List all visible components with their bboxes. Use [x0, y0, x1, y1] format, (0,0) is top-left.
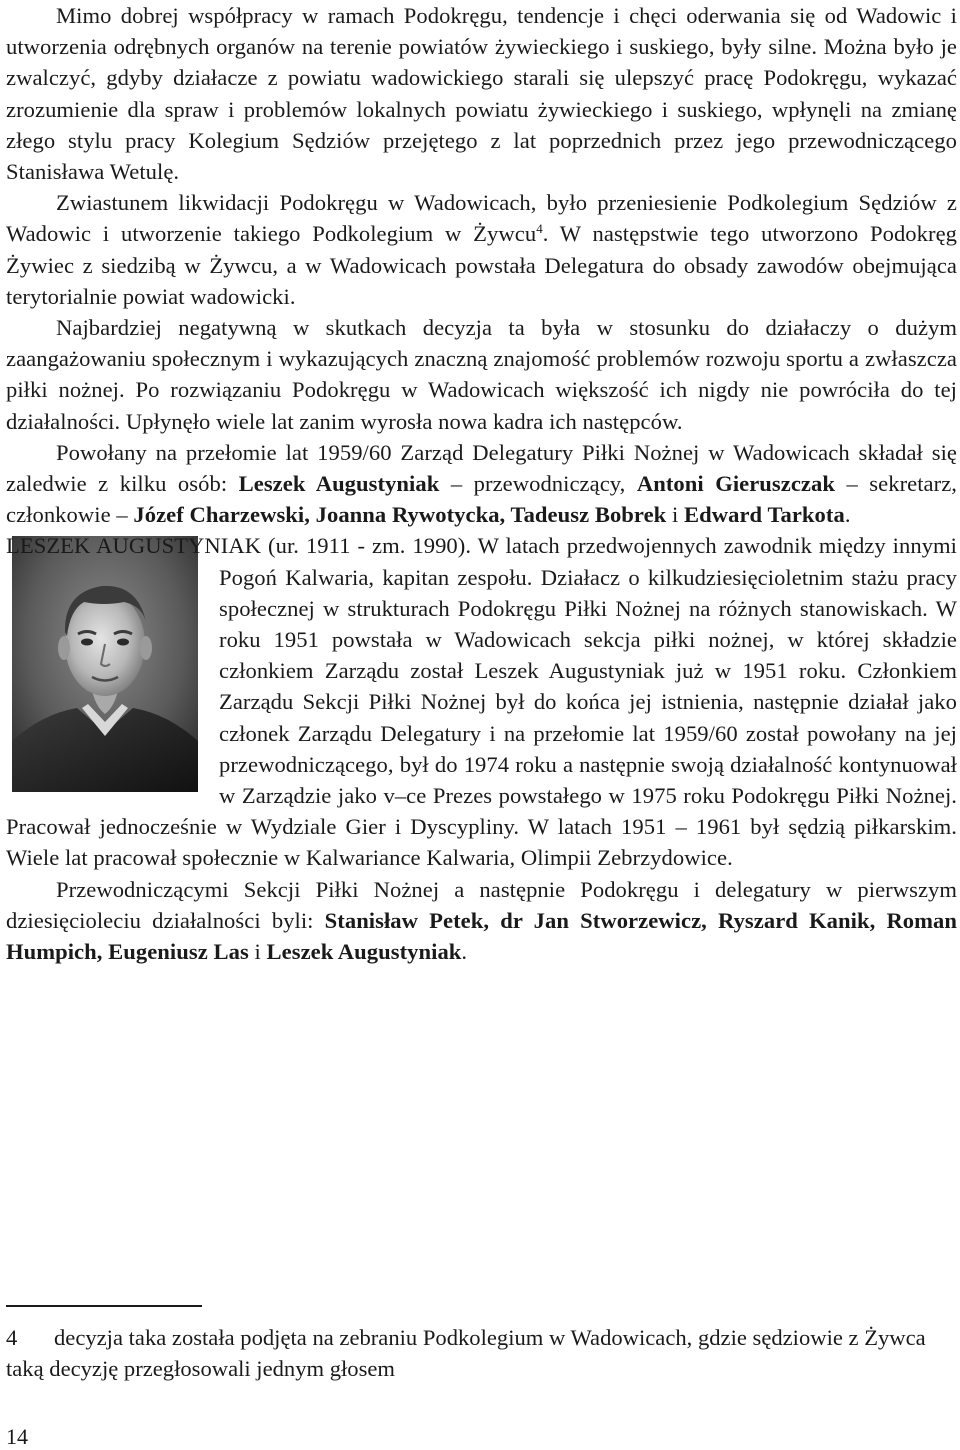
biography-paragraph: [6, 530, 957, 873]
paragraph-6: [6, 874, 957, 968]
paragraph-6-text-c: .: [461, 939, 468, 965]
footnote-reference[interactable]: 4: [536, 221, 543, 237]
paragraph-1-text: Mimo dobrej współpracy w ramach Podokręgu, tendencje i chęci oderwania się od Wadowic i utworzenia odrębnych organów na terenie powiatów żywieckiego i suskiego, były silne. Można było je zwalczyć, gdyby działacze z powiatu wadowickiego starali się ulepszyć pracę Podokręgu, wykazać zrozumienie dla spraw i problemów lokalnych powiatu żywieckiego i suskiego, wpłynęli na zmianę złego stylu pracy Kolegium Sędziów przejętego z lat poprzednich przez jego przewodniczącego Stanisława Wetulę.: [6, 3, 957, 185]
paragraph-4-text-c: – sekretarz, członkowie –: [6, 471, 957, 528]
paragraph-6-text-a: Przewodniczącymi Sekcji Piłki Nożnej a następnie Podokręgu i delegatury w pierwszym dziesięcioleciu działalności byli:: [6, 876, 957, 933]
person-names: Stanisław Petek, dr Jan Stworzewicz, Ryszard Kanik, Roman Humpich, Eugeniusz Las: [6, 907, 957, 965]
paragraph-4-text-b: – przewodniczący,: [439, 471, 637, 497]
biography-text: W latach przedwojennych zawodnik między innymi Pogoń Kalwaria, kapitan zespołu. Działacz o kilkudziesięcioletnim stażu pracy społecznej w strukturach Podokręgu Piłki Nożnej na różnych stanowiskach. W roku 1951 powstała w Wadowicach sekcja piłki nożnej, w której składzie członkiem Zarządu został Leszek Augustyniak już w 1951 roku. Członkiem Zarządu Sekcji Piłki Nożnej był do końca jej istnienia, następnie działał jako członek Zarządu Delegatury i na przełomie lat 1959/60 został powołany na jej przewodniczącego, był do 1974 roku a następnie swoją działalność kontynuował w Zarządzie jako v–ce Prezes powstałego w 1975 roku Podokręgu Piłki Nożnej. Pracował jednocześnie w Wydziale Gier i Dyscypliny. W latach 1951 – 1961 był sędzią piłkarskim. Wiele lat pracował społecznie w Kalwariance Kalwaria, Olimpii Zebrzydowice.: [6, 533, 957, 871]
paragraph-3-text: Najbardziej negatywną w skutkach decyzja ta była w stosunku do działaczy o dużym zaangażowaniu społecznym i wykazujących znaczną znajomość problemów rozwoju sportu a zwłaszcza piłki nożnej. Po rozwiązaniu Podokręgu w Wadowicach większość ich nigdy nie powróciła do tej działalności. Upłynęło wiele lat zanim wyrosła nowa kadra ich następców.: [6, 315, 957, 434]
biography-name: LESZEK AUGUSTYNIAK: [6, 533, 262, 559]
paragraph-6-text-b: i: [248, 939, 267, 965]
page-number: 14: [6, 1424, 28, 1449]
person-name: Edward Tarkota: [684, 502, 845, 528]
footnote: [6, 1322, 957, 1384]
paragraph-1: [6, 0, 957, 187]
person-name: Antoni Gieruszczak: [636, 471, 835, 497]
person-name: Leszek Augustyniak: [238, 471, 440, 497]
page-body: [6, 0, 957, 967]
portrait-image: [12, 536, 198, 792]
paragraph-4: [6, 437, 957, 531]
portrait-photo: [8, 536, 211, 786]
paragraph-4-text-e: .: [844, 502, 851, 528]
paragraph-4-text-d: i: [666, 502, 685, 528]
person-name: Leszek Augustyniak: [266, 939, 462, 965]
biography-dates: (ur. 1911 - zm. 1990).: [261, 533, 472, 559]
footnote-number: 4: [6, 1325, 18, 1350]
paragraph-2: [6, 187, 957, 312]
paragraph-2-text-a: Zwiastunem likwidacji Podokręgu w Wadowicach, było przeniesienie Podkolegium Sędziów z Wadowic i utworzenie takiego Podkolegium w Żywcu: [6, 190, 957, 247]
paragraph-3: [6, 312, 957, 437]
person-names: Józef Charzewski, Joanna Rywotycka, Tadeusz Bobrek: [133, 502, 667, 528]
main-text: [6, 0, 957, 967]
paragraph-4-text-a: Powołany na przełomie lat 1959/60 Zarząd Delegatury Piłki Nożnej w Wadowicach składał się zaledwie z kilku osób:: [6, 439, 957, 497]
paragraph-2-text-b: . W następstwie tego utworzono Podokręg Żywiec z siedzibą w Żywcu, a w Wadowicach powstała Delegatura do obsady zawodów obejmująca terytorialnie powiat wadowicki.: [6, 221, 957, 309]
footnote-text: decyzja taka została podjęta na zebraniu Podkolegium w Wadowicach, gdzie sędziowie z Żywca taką decyzję przegłosowali jednym głosem: [6, 1325, 926, 1381]
footnote-separator: [6, 1305, 202, 1307]
